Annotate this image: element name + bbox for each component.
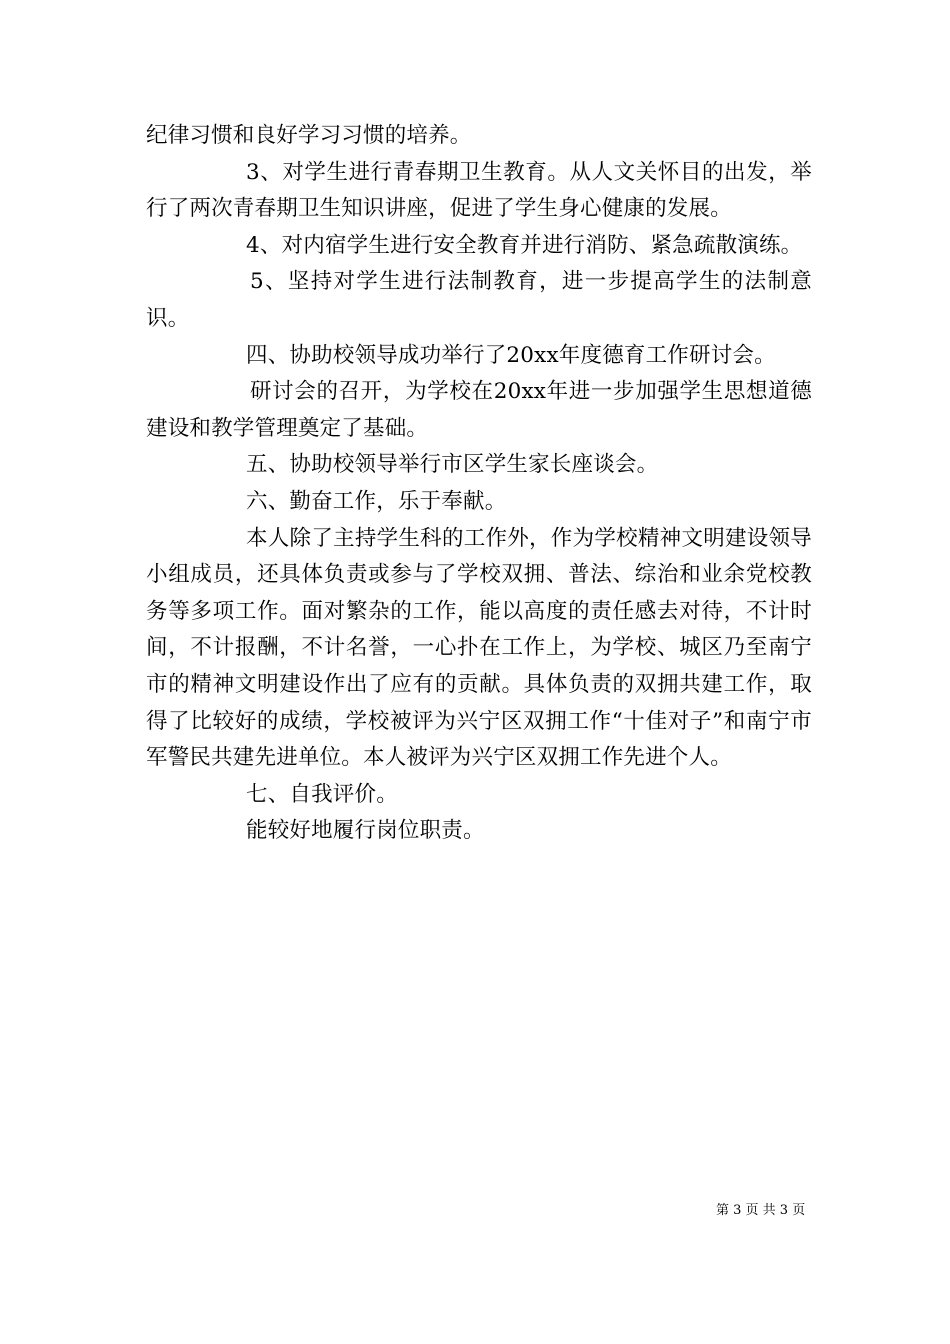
paragraph-item-5: 5、坚持对学生进行法制教育，进一步提高学生的法制意识。	[146, 269, 812, 331]
paragraph-self-evaluation: 能较好地履行岗位职责。	[246, 818, 485, 844]
paragraph-item-4: 4、对内宿学生进行安全教育并进行消防、紧急疏散演练。	[246, 232, 803, 258]
section-heading-4: 四、协助校领导成功举行了20xx年度德育工作研讨会。	[246, 342, 776, 368]
paragraph-seminar: 研讨会的召开，为学校在20xx年进一步加强学生思想道德建设和教学管理奠定了基础。	[146, 379, 812, 441]
section-heading-7: 七、自我评价。	[246, 781, 398, 807]
paragraph-dedication: 本人除了主持学生科的工作外，作为学校精神文明建设领导小组成员，还具体负责或参与了学校双拥、普法、综治和业余党校教务等多项工作。面对繁杂的工作，能以高度的责任感去对待，不计时间，不计报酬，不计名誉，一心扑在工作上，为学校、城区乃至南宁市的精神文明建设作出了应有的贡献。具体负责的双拥共建工作，取得了比较好的成绩，学校被评为兴宁区双拥工作“十佳对子”和南宁市军警民共建先进单位。本人被评为兴宁区双拥工作先进个人。	[146, 525, 812, 771]
section-heading-6: 六、勤奋工作，乐于奉献。	[246, 488, 507, 514]
section-heading-5: 五、协助校领导举行市区学生家长座谈会。	[246, 452, 659, 478]
paragraph-continuation: 纪律习惯和良好学习习惯的培养。	[146, 123, 472, 148]
page-number: 第 3 页 共 3 页	[716, 1203, 806, 1218]
document-body	[146, 118, 812, 850]
paragraph-item-3: 3、对学生进行青春期卫生教育。从人文关怀目的出发，举行了两次青春期卫生知识讲座，促进了学生身心健康的发展。	[146, 159, 812, 222]
